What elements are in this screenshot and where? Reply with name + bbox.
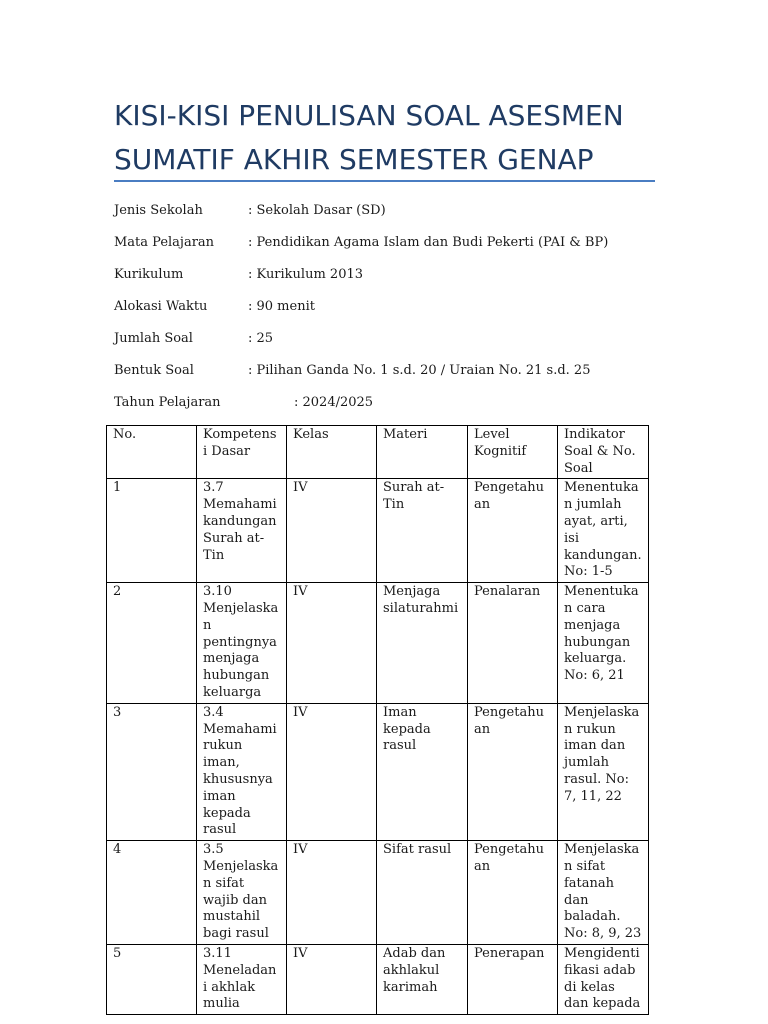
table-header-row: [107, 426, 649, 479]
document-title: [114, 94, 674, 182]
info-label: Tahun Pelajaran: [114, 395, 221, 410]
table-cell: IV: [287, 583, 377, 704]
table-cell: Menjelaskan sifat fatanah dan baladah. No: 8, 9, 23: [558, 841, 649, 945]
table-cell: IV: [287, 841, 377, 945]
table-cell: IV: [287, 479, 377, 583]
header-cell: Materi: [377, 426, 468, 479]
info-value: : Pilihan Ganda No. 1 s.d. 20 / Uraian No. 21 s.d. 25: [248, 363, 591, 378]
info-label: Jumlah Soal: [114, 331, 193, 346]
table-cell: Adab dan akhlakul karimah: [377, 944, 468, 1014]
title-line-1: KISI-KISI PENULISAN SOAL ASESMEN: [114, 99, 624, 132]
table-cell: 3.7 Memahami kandungan Surah at-Tin: [197, 479, 287, 583]
table-cell: 1: [107, 479, 197, 583]
table-cell: IV: [287, 944, 377, 1014]
table-cell: Penalaran: [468, 583, 558, 704]
info-label: Mata Pelajaran: [114, 235, 215, 250]
table-cell: Menentukan cara menjaga hubungan keluarga. No: 6, 21: [558, 583, 649, 704]
header-cell: Kompetensi Dasar: [197, 426, 287, 479]
info-value: : 2024/2025: [294, 395, 374, 410]
table-cell: Menentukan jumlah ayat, arti, isi kandungan. No: 1-5: [558, 479, 649, 583]
title-line-2: SUMATIF AKHIR SEMESTER GENAP: [114, 143, 594, 176]
table-cell: Pengetahuan: [468, 703, 558, 840]
table-cell: Mengidentifikasi adab di kelas dan kepada: [558, 944, 649, 1014]
table-cell: Surah at-Tin: [377, 479, 468, 583]
table-row: [107, 841, 649, 945]
table-row: [107, 703, 649, 840]
info-value: : 25: [248, 331, 274, 346]
header-cell: Indikator Soal & No. Soal: [558, 426, 649, 479]
info-value: : Sekolah Dasar (SD): [248, 203, 386, 218]
info-value: : Kurikulum 2013: [248, 267, 364, 282]
table-cell: 2: [107, 583, 197, 704]
table-cell: 4: [107, 841, 197, 945]
table-cell: 3: [107, 703, 197, 840]
info-label: Bentuk Soal: [114, 363, 194, 378]
table-cell: 5: [107, 944, 197, 1014]
table-cell: Sifat rasul: [377, 841, 468, 945]
title-underline: [114, 180, 655, 182]
table-cell: 3.10 Menjelaskan pentingnya menjaga hubungan keluarga: [197, 583, 287, 704]
table-cell: 3.11 Meneladani akhlak mulia: [197, 944, 287, 1014]
info-value: : Pendidikan Agama Islam dan Budi Pekerti (PAI & BP): [248, 235, 609, 250]
table-cell: 3.5 Menjelaskan sifat wajib dan mustahil bagi rasul: [197, 841, 287, 945]
table-row: [107, 944, 649, 1014]
table-cell: 3.4 Memahami rukun iman, khususnya iman kepada rasul: [197, 703, 287, 840]
kisi-kisi-table: [106, 425, 649, 1015]
table-cell: Menjelaskan rukun iman dan jumlah rasul. No: 7, 11, 22: [558, 703, 649, 840]
table-cell: Iman kepada rasul: [377, 703, 468, 840]
header-cell: Kelas: [287, 426, 377, 479]
table-row: [107, 583, 649, 704]
info-label: Jenis Sekolah: [114, 203, 203, 218]
info-label: Kurikulum: [114, 267, 184, 282]
table-cell: IV: [287, 703, 377, 840]
table-cell: Pengetahuan: [468, 479, 558, 583]
table-row: [107, 479, 649, 583]
header-cell: Level Kognitif: [468, 426, 558, 479]
header-cell: No.: [107, 426, 197, 479]
table-cell: Pengetahuan: [468, 841, 558, 945]
table-cell: Penerapan: [468, 944, 558, 1014]
info-label: Alokasi Waktu: [114, 299, 208, 314]
table-cell: Menjaga silaturahmi: [377, 583, 468, 704]
info-value: : 90 menit: [248, 299, 315, 314]
